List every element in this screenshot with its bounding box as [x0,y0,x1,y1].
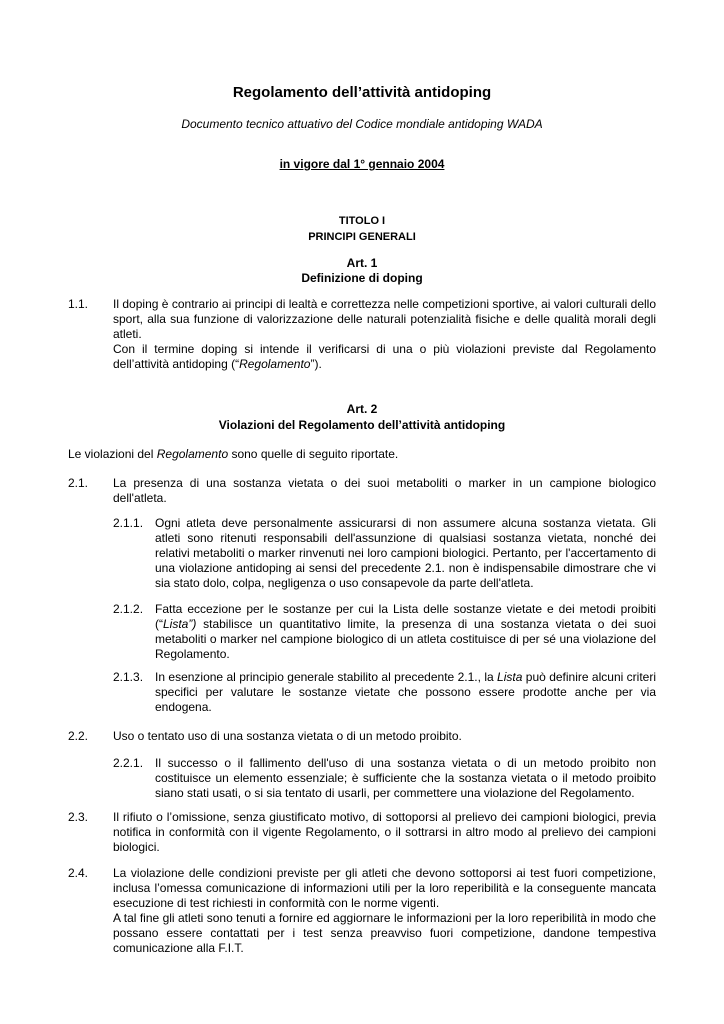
article-1-number: Art. 1 [346,256,378,270]
text-run: Con il termine doping si intende il verificarsi di una o più violazioni previste dal Regolamento dell’attività antidoping (“ [113,342,656,371]
section-2-1-2-text [155,602,656,662]
titolo-subheading: PRINCIPI GENERALI [308,231,416,243]
paragraph: Il doping è contrario ai principi di lealtà e correttezza nelle competizioni sportive, ai valori culturali dello sport, alla sua funzione di valorizzazione delle naturali potenzialità fisiche e delle qualità morali degli atleti. [113,297,656,341]
section-number: 2.2. [68,729,89,743]
text-run: Fatta eccezione per le sostanze per cui la Lista delle sostanze vietate e dei metodi proibiti (“ [155,602,656,631]
text-run: Le violazioni del [68,447,157,461]
section-number: 2.1.2. [113,602,144,616]
section-number: 2.1. [68,476,89,490]
text-run: In esenzione al principio generale stabilito al precedente 2.1., la [155,670,498,684]
text-run-italic: Regolamento [156,447,229,461]
section-2-4-text [113,866,656,956]
section-2-2-text: Uso o tentato uso di una sostanza vietata o di un metodo proibito. [113,729,462,743]
section-number: 2.2.1. [113,756,144,770]
section-1-1-text [113,297,656,372]
text-run: stabilisce un quantitativo limite, la presenza di una sostanza vietata o dei suoi metaboliti o marker nel campione biologico di un atleta costituisce di per sé una violazione del Regolamento. [155,617,656,661]
effective-date: in vigore dal 1° gennaio 2004 [279,157,445,171]
paragraph: A tal fine gli atleti sono tenuti a fornire ed aggiornare le informazioni per la loro reperibilità in modo che possano essere contattati per i test senza preavviso fuori competizione, dandone tempestiva comunicazione alla F.I.T. [113,911,656,955]
text-run: ”). [310,357,322,371]
paragraph: La violazione delle condizioni previste per gli atleti che devono sottoporsi ai test fuori competizione, inclusa l’omessa comunicazione di informazioni utili per la loro reperibilità e la conseguente mancata esecuzione di test richiesti in conformità con le norme vigenti. [113,866,656,910]
section-2-1-1-text: Ogni atleta deve personalmente assicurarsi di non assumere alcuna sostanza vietata. Gli atleti sono ritenuti responsabili dell'assunzione di qualsiasi sostanza vietata, nonché dei relativi metaboliti o marker rinvenuti nei loro campioni biologici. Pertanto, per l'accertamento di una violazione antidoping ai sensi del precedente 2.1. non è indispensabile dimostrare che vi sia stato dolo, colpa, negligenza o uso consapevole da parte dell'atleta. [155,516,656,590]
section-2-1-3-text [155,670,656,715]
article-2-title: Violazioni del Regolamento dell’attività antidoping [218,418,506,432]
section-2-2-1-text: Il successo o il fallimento dell'uso di una sostanza vietata o di un metodo proibito non costituisce un elemento essenziale; è sufficiente che la sostanza vietata o il metodo proibito siano stati usati, o si sia tentato di usarli, per commettere una violazione del Regolamento. [155,756,656,800]
text-run-italic: Regolamento [239,357,311,371]
section-number: 2.3. [68,810,89,824]
text-run-italic: Lista [497,670,523,684]
article-1-title: Definizione di doping [301,271,423,285]
document-title: Regolamento dell’attività antidoping [232,84,492,101]
article-2-number: Art. 2 [346,402,378,416]
text-run: può definire alcuni criteri specifici per valutare le sostanze vietate che possono essere prodotte anche per via endogena. [155,670,656,714]
section-2-3-text: Il rifiuto o l’omissione, senza giustificato motivo, di sottoporsi al prelievo dei campioni biologici, previa notifica in conformità con il vigente Regolamento, o il sottrarsi in altro modo al prelievo dei campioni biologici. [113,810,656,854]
section-number: 2.1.3. [113,670,144,684]
section-number: 2.4. [68,866,89,880]
section-number: 1.1. [68,297,89,311]
titolo-heading: TITOLO I [338,215,386,227]
article-2-intro [68,447,656,462]
section-number: 2.1.1. [113,516,144,530]
document-subtitle: Documento tecnico attuativo del Codice mondiale antidoping WADA [181,117,543,131]
text-run-italic: Lista”) [163,617,197,631]
text-run: sono quelle di seguito riportate. [228,447,399,461]
section-2-1-text: La presenza di una sostanza vietata o dei suoi metaboliti o marker in un campione biologico dell'atleta. [113,476,656,505]
paragraph [113,342,656,372]
